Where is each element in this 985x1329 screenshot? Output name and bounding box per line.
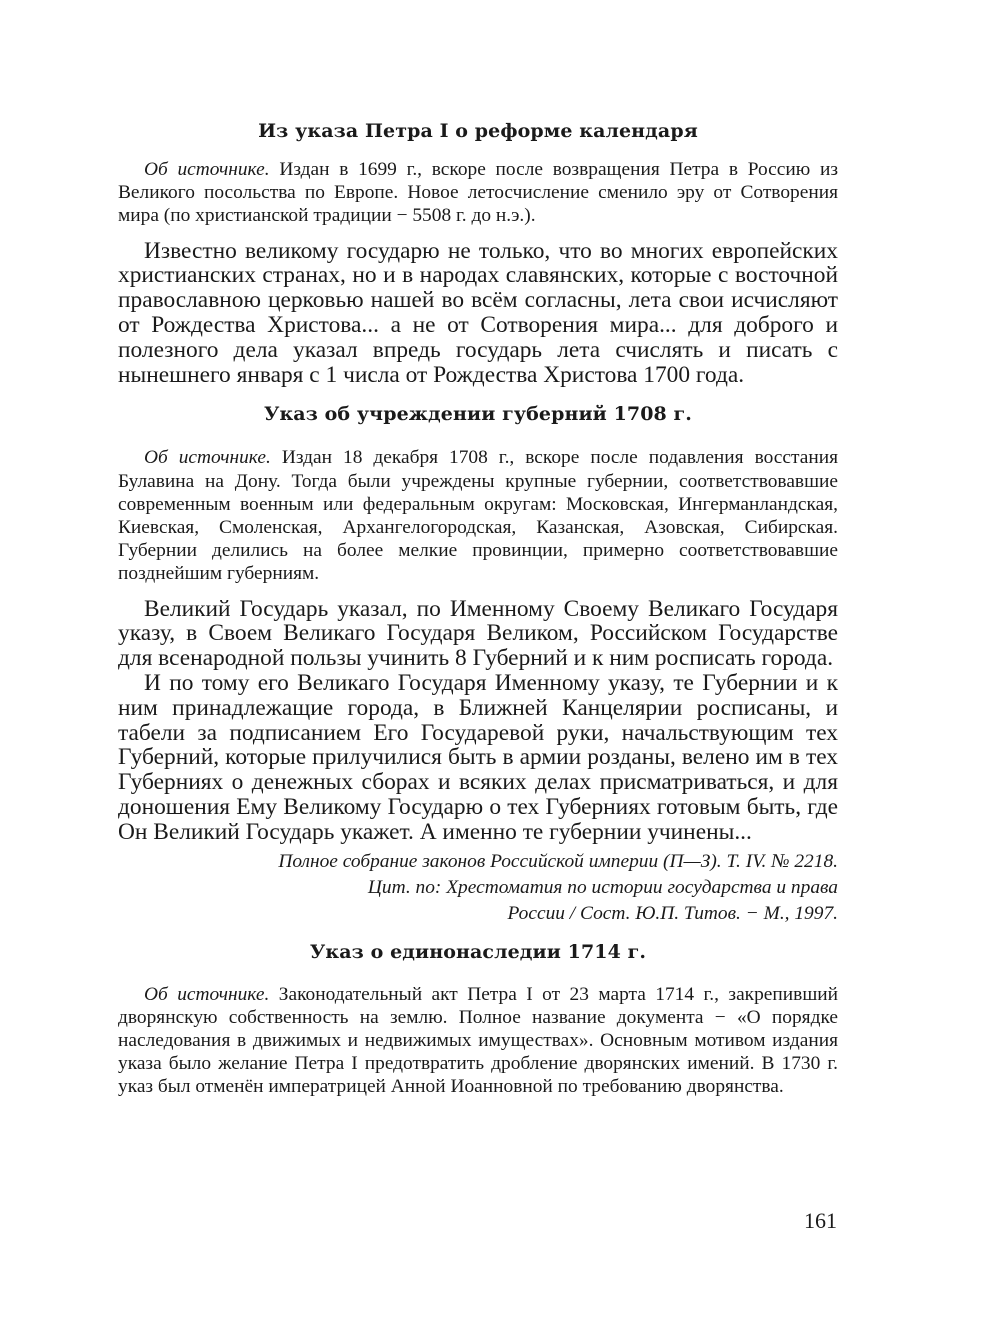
source-note-single-inheritance xyxy=(118,983,838,1099)
source-note-provinces-decree xyxy=(118,446,838,585)
citation-line: Полное собрание законов Российской империи (П—З). Т. IV. № 2218. xyxy=(278,850,838,872)
source-label: Об источнике. xyxy=(144,447,271,469)
citation-line: Цит. по: Хрестоматия по истории государства и права xyxy=(367,876,838,898)
page-number: 161 xyxy=(804,1208,837,1233)
excerpt-paragraph: И по тому его Великаго Государя Именному указу, те Губернии и к ним принадлежащие города, в Ближней Канцелярии росписаны, и табели за подписанием Его Государевой руки, начальствующим тех Губерний, которые прилучилися быть в армии розданы, велено им в тех Губерниях о денежных сборах и всяких делах присматриваться, и для доношения Ему Великому Государю о тех Губерниях готовым быть, где Он Великий Государь укажет. А именно те губернии учинены... xyxy=(118,670,838,845)
source-text: Законодательный акт Петра I от 23 марта 1714 г., закрепивший дворянскую собственность на землю. Полное название документа − «О порядке наследования в движимых и недвижимых имуществах». Основным мотивом издания указа было желание Петра I предотвратить дробление дворянских имений. В 1730 г. указ был отменён императрицей Анной Иоанновной по требованию дворянства. xyxy=(118,983,838,1098)
section-title-single-inheritance: Указ о единонаследии 1714 г. xyxy=(309,940,647,963)
section-title-provinces-decree: Указ об учреждении губерний 1708 г. xyxy=(263,403,693,426)
section-title-calendar-reform: Из указа Петра I о реформе календаря xyxy=(258,120,698,142)
citation xyxy=(118,849,838,927)
source-text: Издан 18 декабря 1708 г., вскоре после подавления восстания Булавина на Дону. Тогда были учреждены крупные губернии, соответствовавшие современным военным или федеральным округам: Московская, Ингерманландская, Киевская, Смоленская, Архангелогородская, Казанская, Азовская, Сибирская. Губернии делились на более мелкие провинции, примерно соответствовавшие позднейшим губерниям. xyxy=(118,447,838,585)
source-text: Издан в 1699 г., вскоре после возвращения Петра в Россию из Великого посольства по Европе. Новое летосчисление сменило эру от Сотворения мира (по христианской традиции − 5508 г. до н.э.). xyxy=(118,159,839,227)
source-label: Об источнике. xyxy=(144,159,270,180)
excerpt-paragraph: Великий Государь указал, по Именному Своему Великаго Государя указу, в Своем Великаго Государя Великом, Российском Государстве для всенародной пользы учинить 8 Губерний и к ним росписать города. xyxy=(118,595,838,672)
source-label: Об источнике. xyxy=(144,983,270,1005)
excerpt-paragraph: Известно великому государю не только, что во многих европейских христианских странах, но и в народах славянских, которые с восточной православною церковью нашей во всём согласны, лета свои исчисляют от Рождества Христова... а не от Сотворения мира... для доброго и полезного дела указал впредь государь лета счислять и писать с нынешнего января с 1 числа от Рождества Христова 1700 года. xyxy=(118,237,838,388)
source-note-calendar-reform xyxy=(118,158,838,228)
page-content xyxy=(118,112,838,1099)
citation-line: России / Сост. Ю.П. Титов. − М., 1997. xyxy=(507,902,838,924)
